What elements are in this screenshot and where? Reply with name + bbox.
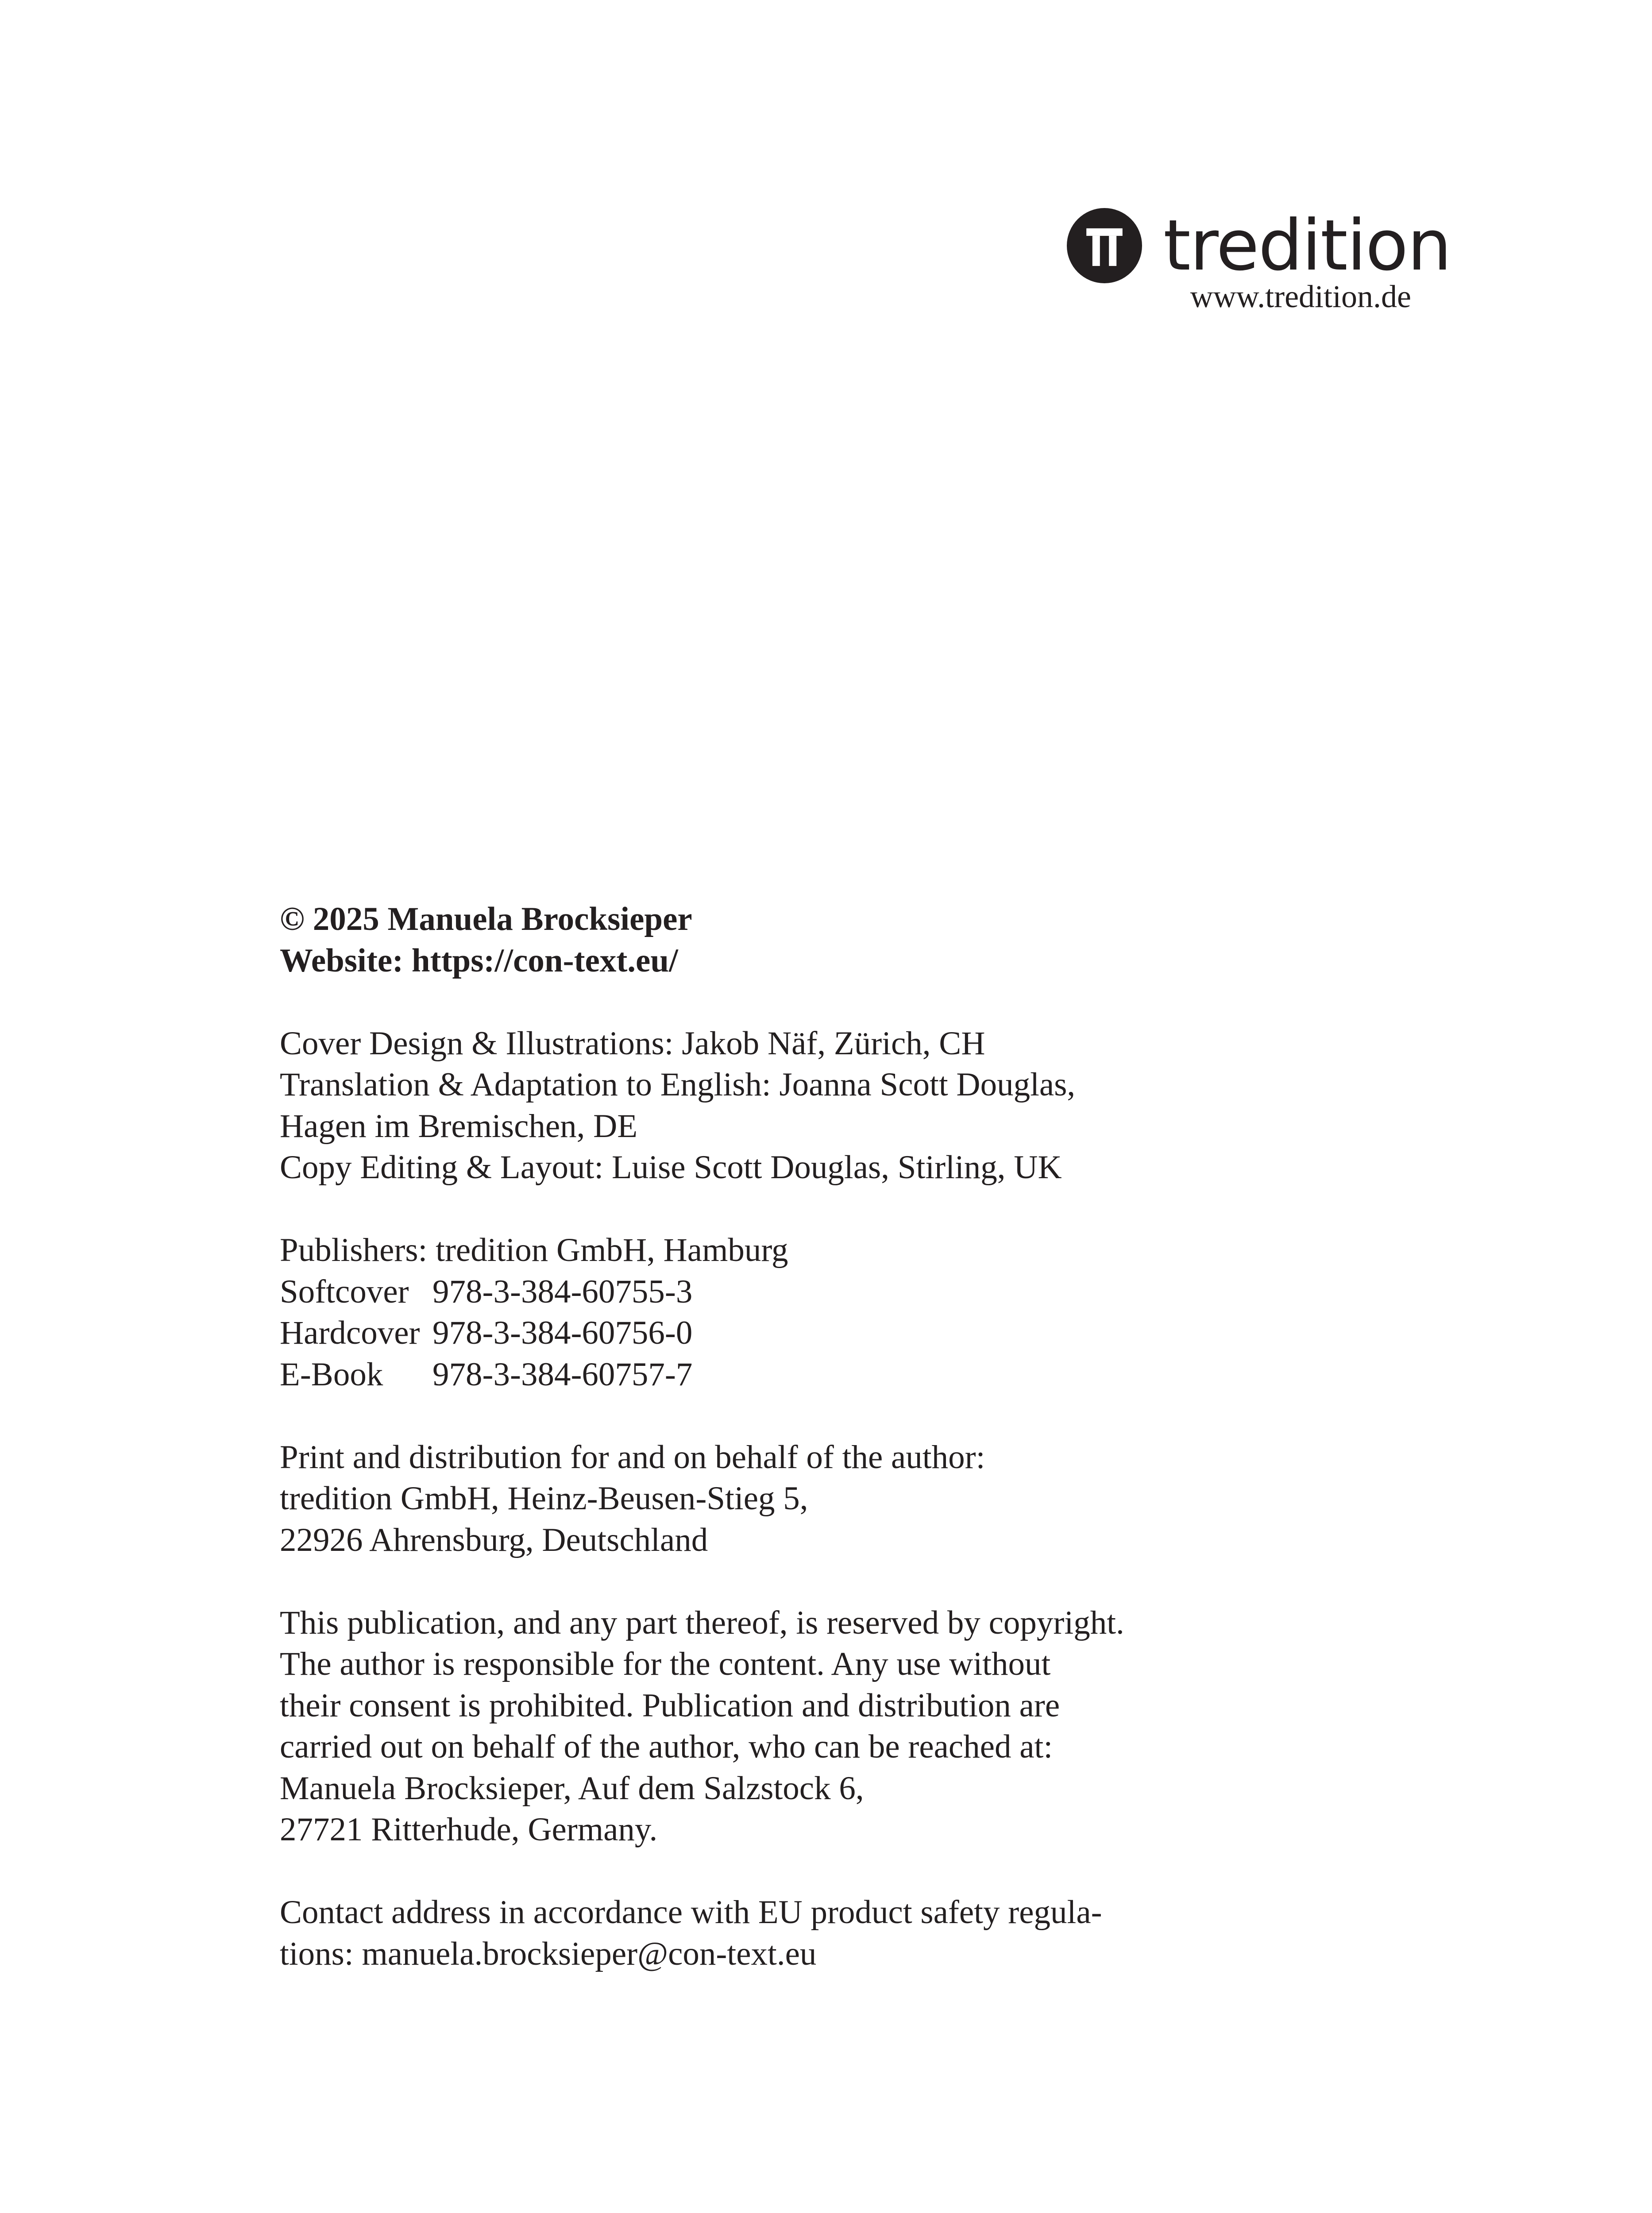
- spacer: [280, 1561, 1165, 1602]
- publishers-line: Publishers: tredition GmbH, Hamburg: [280, 1232, 788, 1268]
- isbn-label: Hardcover: [280, 1315, 420, 1351]
- credit-line: Cover Design & Illustrations: Jakob Näf, Zürich, CH: [280, 1025, 985, 1062]
- imprint-text: [280, 898, 1165, 1974]
- rights-line: carried out on behalf of the author, who can be reached at:: [280, 1728, 1053, 1765]
- publisher-url[interactable]: www.tredition.de: [1190, 279, 1411, 314]
- copyright-line: © 2025 Manuela Brocksieper: [280, 901, 692, 937]
- credit-line: Copy Editing & Layout: Luise Scott Douglas, Stirling, UK: [280, 1149, 1062, 1186]
- isbn-row: [280, 1312, 1165, 1354]
- distribution-line: tredition GmbH, Heinz-Beusen-Stieg 5,: [280, 1480, 808, 1517]
- rights-line: their consent is prohibited. Publication and distribution are: [280, 1687, 1060, 1724]
- credit-line: Translation & Adaptation to English: Joanna Scott Douglas,: [280, 1066, 1076, 1103]
- isbn-label: Softcover: [280, 1273, 409, 1310]
- isbn-value: 978-3-384-60756-0: [432, 1315, 693, 1351]
- spacer: [280, 1188, 1165, 1230]
- credit-line: Hagen im Bremischen, DE: [280, 1107, 638, 1145]
- website-line[interactable]: Website: https://con-text.eu/: [280, 942, 678, 979]
- tredition-t-logo-icon: [1067, 208, 1142, 283]
- isbn-value: 978-3-384-60755-3: [432, 1273, 693, 1310]
- rights-line: Manuela Brocksieper, Auf dem Salzstock 6,: [280, 1770, 864, 1807]
- rights-line: 27721 Ritterhude, Germany.: [280, 1811, 658, 1848]
- contact-line[interactable]: tions: manuela.brocksieper@con-text.eu: [280, 1935, 817, 1972]
- publisher-wordmark: tredition: [1163, 205, 1451, 286]
- spacer: [280, 1395, 1165, 1437]
- isbn-value: 978-3-384-60757-7: [432, 1356, 693, 1393]
- isbn-row: [280, 1271, 1165, 1313]
- rights-line: This publication, and any part thereof, is reserved by copyright.: [280, 1604, 1124, 1641]
- spacer: [280, 1851, 1165, 1892]
- isbn-label: E-Book: [280, 1356, 383, 1393]
- isbn-row: [280, 1354, 1165, 1396]
- distribution-line: Print and distribution for and on behalf of the author:: [280, 1438, 985, 1476]
- contact-line: Contact address in accordance with EU product safety regula-: [280, 1894, 1102, 1931]
- rights-line: The author is responsible for the content. Any use without: [280, 1646, 1051, 1682]
- distribution-line: 22926 Ahrensburg, Deutschland: [280, 1521, 708, 1558]
- publisher-logo: [1067, 205, 1451, 314]
- spacer: [280, 981, 1165, 1023]
